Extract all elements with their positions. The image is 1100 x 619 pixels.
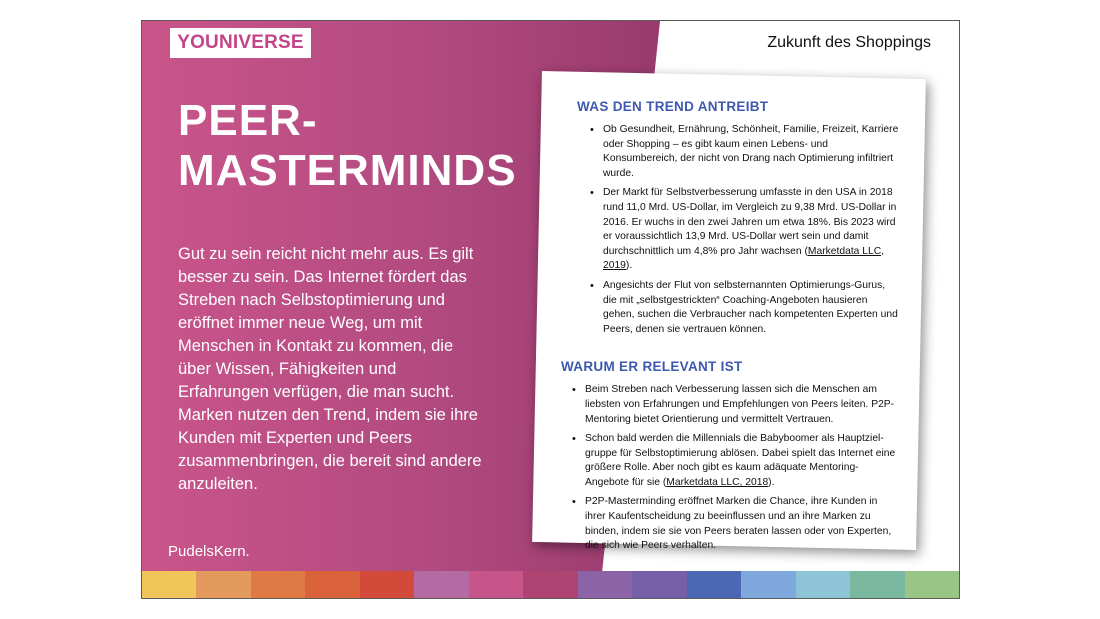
color-swatch — [741, 571, 795, 598]
color-swatch — [305, 571, 359, 598]
brand-badge: YOUNIVERSE — [170, 28, 311, 58]
color-swatch — [142, 571, 196, 598]
drivers-list — [589, 123, 899, 337]
title-line-1: PEER- — [178, 96, 318, 145]
list-item: • Schon bald werden die Millennials die Babyboomer als Hauptziel-gruppe für Selbstoptimierung ablösen. Dabei spielt das Internet eine größere Rolle. Aber noch gibt es kaum adäquate Mentoring-Angebote für sie (Marketdata LLC, 2018). — [571, 432, 899, 490]
list-item: • Der Markt für Selbstverbesserung umfasste in den USA in 2018 rund 11,0 Mrd. US-Dollar, im Vergleich zu 9,38 Mrd. US-Dollar in 2016. Er wuchs in den zwei Jahren um etwa 18%. Bis 2023 wird er voraussichtlich 13,9 Mrd. US-Dollar wert sein und damit durchschnittlich um 4,8% pro Jahr wachsen (Marketdata LLC, 2019). — [589, 186, 899, 274]
source-link[interactable]: Marketdata LLC, 2018 — [666, 476, 769, 488]
source-link[interactable]: Marketdata LLC, 2019 — [603, 245, 885, 272]
color-swatch — [796, 571, 850, 598]
pudelskern-logo: PudelsKern. — [168, 543, 250, 560]
list-item: • P2P-Masterminding eröffnet Marken die Chance, ihre Kunden in ihrer Kaufentscheidung zu beeinflussen und an ihre Marken zu binden, indem sie sie von Peers beraten lassen oder von Experten, die sich wie Peers verhalten. — [571, 495, 899, 553]
page-topic: Zukunft des Shoppings — [767, 34, 931, 51]
intro-text: Gut zu sein reicht nicht mehr aus. Es gilt besser zu sein. Das Internet fördert das Streben nach Selbstoptimierung und eröffnet immer neue Weg, um mit Menschen in Kontakt zu kommen, die über Wissen, Fähigkeiten und Erfahrungen verfügen, die man sucht. Marken nutzen den Trend, indem sie ihre Kunden mit Experten und Peers zusammenbringen, die bereit sind andere anzuleiten. — [178, 245, 482, 493]
color-swatch — [469, 571, 523, 598]
color-strip — [142, 571, 959, 598]
color-swatch — [632, 571, 686, 598]
color-swatch — [414, 571, 468, 598]
list-item: • Angesichts der Flut von selbsternannten Optimierungs-Gurus, die mit „selbstgestrickten“ Coaching-Angeboten hausieren gehen, suchen die Verbraucher nach kompetenten Experten und Peers, denen sie vertrauen können. — [589, 279, 899, 337]
color-swatch — [850, 571, 904, 598]
relevance-list — [571, 383, 899, 554]
color-swatch — [196, 571, 250, 598]
color-swatch — [905, 571, 959, 598]
section-title-drivers: WAS DEN TREND ANTREIBT — [577, 99, 769, 114]
page-title — [178, 96, 538, 196]
list-item: • Beim Streben nach Verbesserung lassen sich die Menschen am liebsten von Erfahrungen und Empfehlungen von Peers leiten. P2P-Mentoring bietet Orientierung und vermittelt Vertrauen. — [571, 383, 899, 427]
title-line-2: MASTERMINDS — [178, 146, 517, 195]
color-swatch — [251, 571, 305, 598]
color-swatch — [523, 571, 577, 598]
color-swatch — [360, 571, 414, 598]
section-title-relevance: WARUM ER RELEVANT IST — [561, 359, 743, 375]
slide — [141, 20, 960, 599]
color-swatch — [578, 571, 632, 598]
list-item: • Ob Gesundheit, Ernährung, Schönheit, Familie, Freizeit, Karriere oder Shopping – es gibt kaum einen Lebens- und Konsumbereich, der nicht von Drang nach Optimierung infiltriert wurde. — [589, 123, 899, 181]
color-swatch — [687, 571, 741, 598]
info-card-content — [537, 75, 921, 552]
